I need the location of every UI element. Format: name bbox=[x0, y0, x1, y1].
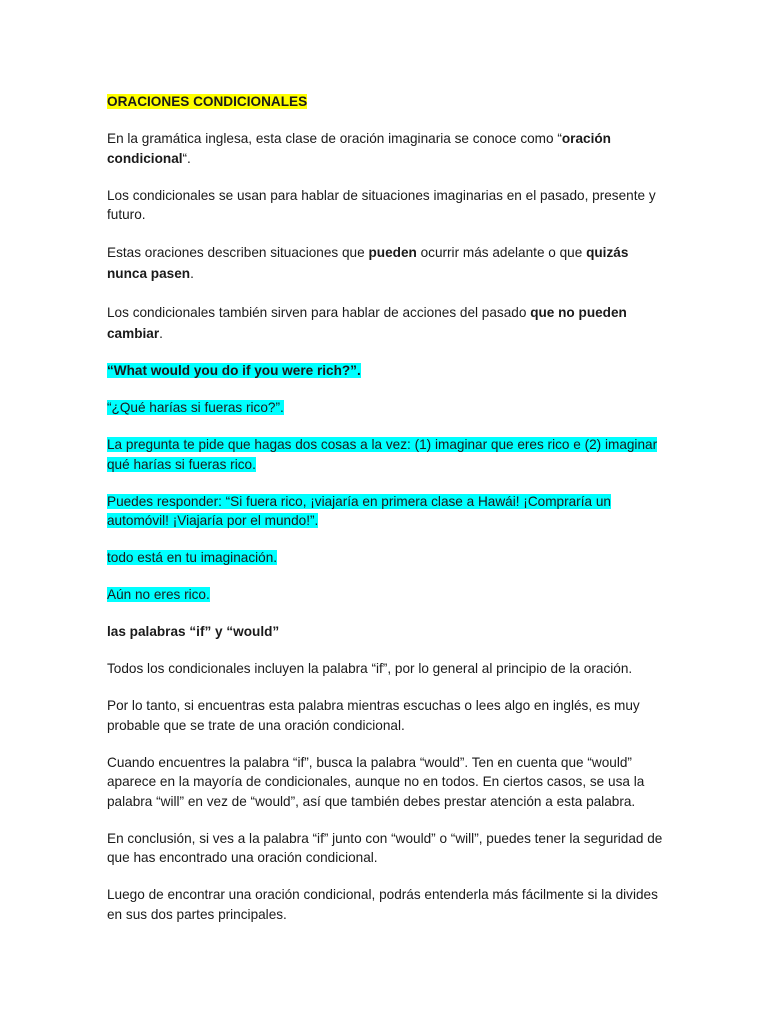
paragraph-1-end: “. bbox=[182, 150, 191, 166]
document-title bbox=[107, 92, 667, 112]
paragraph-7 bbox=[107, 435, 667, 474]
paragraph-3 bbox=[107, 242, 667, 284]
paragraph-3-bold-pueden: pueden bbox=[368, 245, 417, 260]
paragraph-3-end: . bbox=[190, 266, 194, 281]
paragraph-10-text: Aún no eres rico. bbox=[107, 587, 210, 602]
paragraph-14-text: En conclusión, si ves a la palabra “if” junto con “would” o “will”, puedes tener la seguridad de que has encontrado una oración condicional. bbox=[107, 830, 663, 865]
paragraph-4 bbox=[107, 302, 667, 344]
paragraph-11 bbox=[107, 659, 667, 679]
paragraph-8-text: Puedes responder: “Si fuera rico, ¡viajaría en primera clase a Hawái! ¡Compraría un automóvil! ¡Viajaría por el mundo!”. bbox=[107, 493, 611, 528]
paragraph-4-bold: que no pueden cambiar bbox=[107, 304, 627, 341]
paragraph-1-text: En la gramática inglesa, esta clase de oración imaginaria se conoce como “ bbox=[107, 131, 562, 146]
paragraph-4-text: Los condicionales también sirven para hablar de acciones del pasado bbox=[107, 304, 531, 320]
title-text: ORACIONES CONDICIONALES bbox=[107, 94, 308, 109]
subheading bbox=[107, 622, 667, 642]
paragraph-12 bbox=[107, 696, 667, 735]
paragraph-8 bbox=[107, 492, 667, 531]
subheading-text: las palabras “if” y “would” bbox=[107, 624, 280, 639]
document-body bbox=[107, 92, 667, 942]
paragraph-9 bbox=[107, 548, 667, 568]
question-spanish: “¿Qué harías si fueras rico?”. bbox=[107, 400, 284, 415]
paragraph-10 bbox=[107, 585, 667, 605]
paragraph-1-bold: oración condicional bbox=[107, 131, 611, 166]
paragraph-3-mid: ocurrir más adelante o que bbox=[416, 245, 587, 260]
paragraph-7-text: La pregunta te pide que hagas dos cosas a la vez: (1) imaginar que eres rico e (2) imaginar qué harías si fueras rico. bbox=[107, 437, 658, 472]
question-english: “What would you do if you were rich?”. bbox=[107, 363, 361, 378]
paragraph-5 bbox=[107, 361, 667, 381]
paragraph-15-text: Luego de encontrar una oración condicional, podrás entenderla más fácilmente si la divides en sus dos partes principales. bbox=[107, 887, 658, 922]
paragraph-3-bold-quizas: quizás nunca pasen bbox=[107, 245, 629, 281]
paragraph-12-text: Por lo tanto, si encuentras esta palabra mientras escuchas o lees algo en inglés, es muy probable que se trate de una oración condicional. bbox=[107, 698, 640, 733]
paragraph-2-text: Los condicionales se usan para hablar de situaciones imaginarias en el pasado, presente y futuro. bbox=[107, 187, 656, 222]
paragraph-11-text: Todos los condicionales incluyen la palabra “if”, por lo general al principio de la oración. bbox=[107, 661, 633, 676]
paragraph-6 bbox=[107, 398, 667, 418]
paragraph-15 bbox=[107, 885, 667, 924]
paragraph-13 bbox=[107, 753, 667, 812]
paragraph-1 bbox=[107, 129, 667, 168]
paragraph-9-text: todo está en tu imaginación. bbox=[107, 550, 278, 565]
paragraph-4-end: . bbox=[159, 325, 163, 341]
paragraph-13-text: Cuando encuentres la palabra “if”, busca la palabra “would”. Ten en cuenta que “would” aparece en la mayoría de condicionales, aunque no en todos. En ciertos casos, se usa la palabra “will” en vez de “would”, así que también debes prestar atención a esta palabra. bbox=[107, 754, 645, 809]
paragraph-2 bbox=[107, 186, 667, 225]
paragraph-3-text: Estas oraciones describen situaciones que bbox=[107, 245, 369, 260]
paragraph-14 bbox=[107, 829, 667, 868]
